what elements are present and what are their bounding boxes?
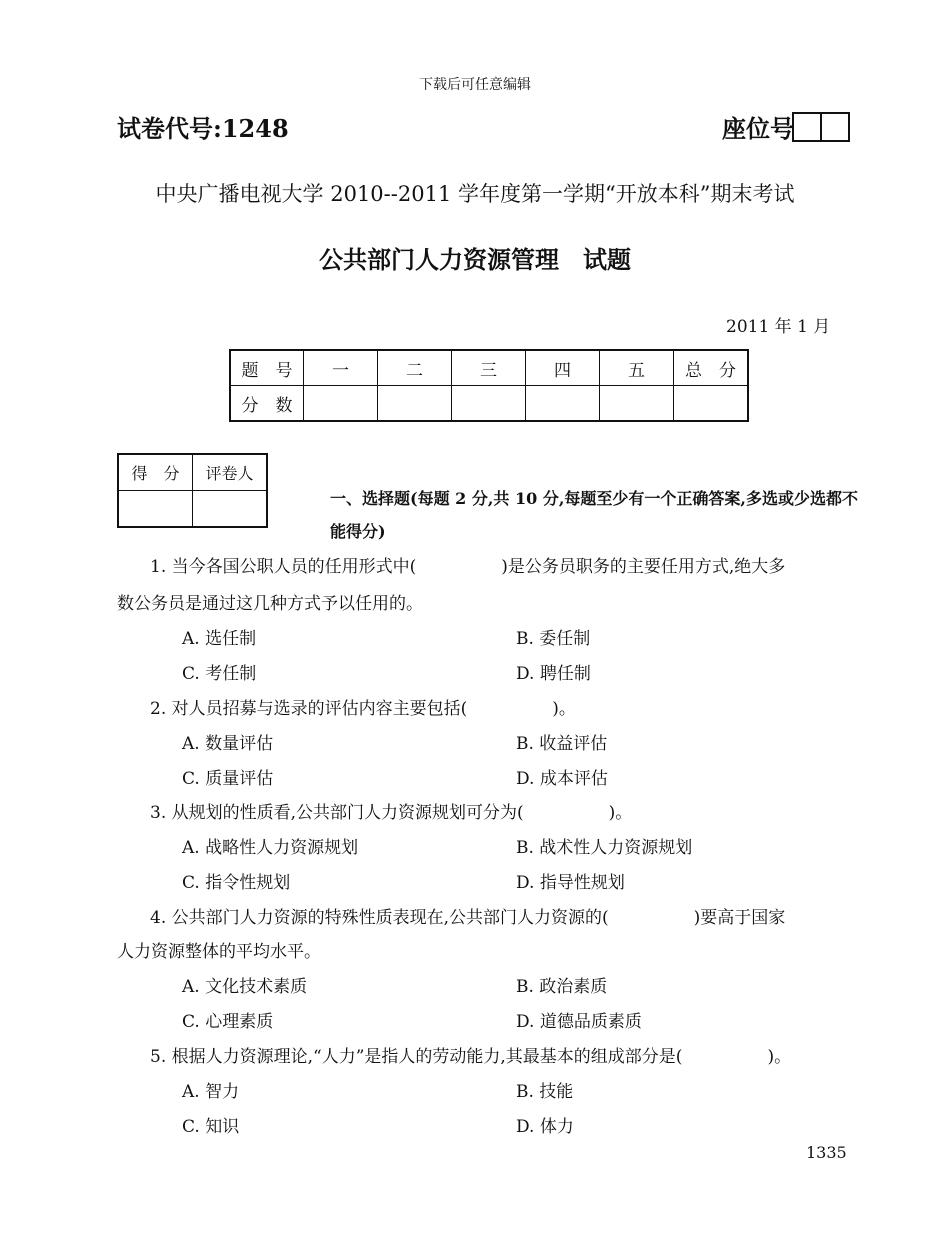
- grader-reviewer-cell: [193, 491, 268, 528]
- exam-date: 2011 年 1 月: [726, 317, 831, 337]
- question-4-option-a: A. 文化技术素质: [182, 977, 308, 997]
- question-2-option-a: A. 数量评估: [182, 734, 274, 754]
- seat-number: [722, 109, 850, 144]
- exam-title-line: 中央广播电视大学 2010--2011 学年度第一学期“开放本科”期末考试: [155, 182, 795, 206]
- grader-header-reviewer: 评卷人: [193, 454, 268, 491]
- score-header-cell: 四: [526, 350, 600, 386]
- question-4-option-d: D. 道德品质素质: [516, 1012, 642, 1032]
- question-2-line-1: 2. 对人员招募与选录的评估内容主要包括( )。: [150, 699, 576, 719]
- seat-box: [792, 112, 822, 142]
- score-header-cell: 总 分: [674, 350, 749, 386]
- score-table-header-row: [230, 350, 748, 386]
- question-1-line-1: 1. 当今各国公职人员的任用形式中( )是公务员职务的主要任用方式,绝大多: [150, 557, 786, 577]
- score-header-cell: 题 号: [230, 350, 304, 386]
- score-header-cell: 五: [600, 350, 674, 386]
- grader-table: [117, 453, 268, 528]
- question-4-option-c: C. 心理素质: [182, 1012, 274, 1032]
- score-cell: [526, 386, 600, 422]
- question-1-option-d: D. 聘任制: [516, 664, 591, 684]
- score-cell: [304, 386, 378, 422]
- score-cell: [378, 386, 452, 422]
- question-5-option-a: A. 智力: [182, 1082, 240, 1102]
- page-number: 1335: [806, 1143, 847, 1162]
- question-5-line-1: 5. 根据人力资源理论,“人力”是指人的劳动能力,其最基本的组成部分是( )。: [150, 1047, 792, 1067]
- score-table-score-row: [230, 386, 748, 422]
- grader-table-blank-row: [118, 491, 267, 528]
- score-cell: [600, 386, 674, 422]
- grader-header-score: 得 分: [118, 454, 193, 491]
- score-header-cell: 三: [452, 350, 526, 386]
- paper-title: 公共部门人力资源管理 试题: [319, 245, 631, 274]
- question-4-line-1: 4. 公共部门人力资源的特殊性质表现在,公共部门人力资源的( )要高于国家: [150, 908, 786, 928]
- question-3-option-d: D. 指导性规划: [516, 873, 625, 893]
- score-row-label: 分 数: [230, 386, 304, 422]
- score-cell: [452, 386, 526, 422]
- grader-score-cell: [118, 491, 193, 528]
- score-table: [229, 349, 749, 422]
- question-3-option-a: A. 战略性人力资源规划: [182, 838, 359, 858]
- question-3-option-b: B. 战术性人力资源规划: [516, 838, 693, 858]
- question-1-line-2: 数公务员是通过这几种方式予以任用的。: [117, 594, 423, 614]
- section-one-heading: 一、选择题(每题 2 分,共 10 分,每题至少有一个正确答案,多选或少选都不能得分): [330, 489, 858, 541]
- question-4-line-2: 人力资源整体的平均水平。: [117, 942, 321, 962]
- question-3-option-c: C. 指令性规划: [182, 873, 291, 893]
- question-4-option-b: B. 政治素质: [516, 977, 608, 997]
- question-1-option-c: C. 考任制: [182, 664, 257, 684]
- exam-code: 试卷代号:1248: [117, 114, 289, 143]
- seat-label: 座位号: [722, 114, 794, 143]
- seat-box: [820, 112, 850, 142]
- question-2-option-c: C. 质量评估: [182, 769, 274, 789]
- score-cell: [674, 386, 749, 422]
- question-1-option-a: A. 选任制: [182, 629, 257, 649]
- score-header-cell: 一: [304, 350, 378, 386]
- question-5-option-d: D. 体力: [516, 1117, 574, 1137]
- question-2-option-d: D. 成本评估: [516, 769, 608, 789]
- grader-table-header-row: [118, 454, 267, 491]
- question-1-option-b: B. 委任制: [516, 629, 591, 649]
- question-2-option-b: B. 收益评估: [516, 734, 608, 754]
- score-header-cell: 二: [378, 350, 452, 386]
- watermark-text: 下载后可任意编辑: [419, 77, 531, 93]
- question-5-option-b: B. 技能: [516, 1082, 574, 1102]
- question-5-option-c: C. 知识: [182, 1117, 240, 1137]
- question-3-line-1: 3. 从规划的性质看,公共部门人力资源规划可分为( )。: [150, 803, 633, 823]
